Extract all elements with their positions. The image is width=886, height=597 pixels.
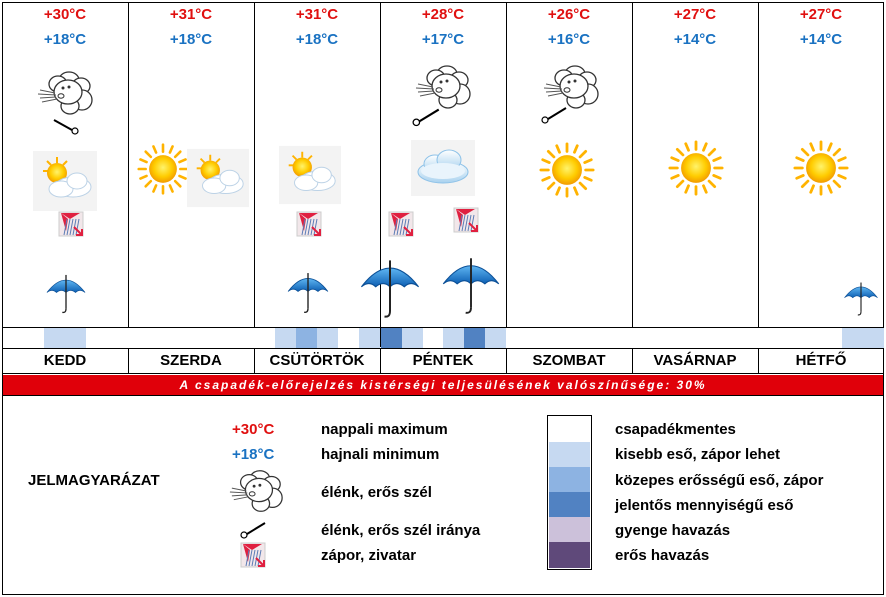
day-label: SZOMBAT <box>532 352 606 369</box>
storm-icon <box>453 207 479 233</box>
precipitation-bar-cell <box>275 328 296 348</box>
max-temp: +27°C <box>673 6 717 23</box>
day-label: VASÁRNAP <box>653 352 737 369</box>
sun-icon <box>668 140 724 196</box>
legend-title: JELMAGYARÁZAT <box>28 472 160 489</box>
min-temp: +14°C <box>799 31 843 48</box>
probability-banner: A csapadék-előrejelzés kistérségi teljesülésének valószínűsége: 30% <box>3 375 883 395</box>
max-temp: +27°C <box>799 6 843 23</box>
precipitation-bar-cell <box>296 328 317 348</box>
legend-wind-label: élénk, erős szél <box>321 484 432 501</box>
scale-swatch <box>549 517 590 542</box>
umbrella-icon <box>44 272 88 316</box>
precipitation-bar-cell <box>842 328 884 348</box>
precipitation-bar-cell <box>443 328 464 348</box>
scale-label: erős havazás <box>615 547 710 564</box>
precipitation-bar-cell <box>317 328 338 348</box>
column-divider <box>254 2 255 327</box>
divider-line <box>2 348 884 349</box>
max-temp: +31°C <box>295 6 339 23</box>
scale-swatch <box>549 542 590 568</box>
storm-icon <box>296 211 322 237</box>
partly-cloudy-icon <box>33 151 97 211</box>
wind-direction-icon <box>540 104 570 126</box>
storm-icon <box>388 211 414 237</box>
max-temp: +30°C <box>43 6 87 23</box>
scale-label: gyenge havazás <box>615 522 731 539</box>
storm-icon <box>58 211 84 237</box>
scale-swatch <box>549 417 590 442</box>
umbrella-icon <box>842 280 880 318</box>
scale-swatch <box>549 442 590 467</box>
legend-min-example: +18°C <box>232 446 275 463</box>
precipitation-bar-cell <box>464 328 485 348</box>
min-temp: +17°C <box>421 31 465 48</box>
wind-cloud-icon <box>228 466 286 516</box>
wind-direction-icon <box>238 520 270 540</box>
day-label: KEDD <box>43 352 87 369</box>
partly-cloudy-icon <box>187 147 249 209</box>
day-label: CSÜTÖRTÖK <box>269 352 365 369</box>
divider-line <box>2 395 884 396</box>
column-divider <box>758 2 759 327</box>
umbrella-icon <box>439 254 503 318</box>
umbrella-icon <box>285 270 331 316</box>
max-temp: +28°C <box>421 6 465 23</box>
legend-wind-dir-label: élénk, erős szél iránya <box>321 522 481 539</box>
max-temp: +31°C <box>169 6 213 23</box>
precipitation-bar-cell <box>381 328 402 348</box>
storm-icon <box>240 542 266 568</box>
legend-max-example: +30°C <box>232 421 275 438</box>
scale-swatch <box>549 492 590 517</box>
scale-label: csapadékmentes <box>615 421 736 438</box>
wind-cloud-icon <box>414 62 474 112</box>
wind-direction-icon <box>411 106 443 128</box>
sun-icon <box>539 142 595 198</box>
min-temp: +14°C <box>673 31 717 48</box>
min-temp: +18°C <box>43 31 87 48</box>
min-temp: +18°C <box>295 31 339 48</box>
sun-icon <box>137 143 189 195</box>
umbrella-icon <box>357 256 423 322</box>
wind-cloud-icon <box>36 68 96 118</box>
wind-direction-icon <box>50 116 80 136</box>
divider-line <box>2 373 884 374</box>
scale-swatch <box>549 467 590 492</box>
legend-storm-label: zápor, zivatar <box>321 547 417 564</box>
precipitation-bar-cell <box>485 328 506 348</box>
column-divider <box>128 2 129 327</box>
cloudy-icon <box>410 140 476 196</box>
partly-cloudy-icon <box>279 144 341 206</box>
min-temp: +18°C <box>169 31 213 48</box>
day-label: SZERDA <box>160 352 222 369</box>
sun-icon <box>793 140 849 196</box>
legend-max-label: nappali maximum <box>321 421 448 438</box>
scale-label: jelentős mennyiségű eső <box>615 497 794 514</box>
day-label: PÉNTEK <box>412 352 474 369</box>
column-divider <box>632 2 633 327</box>
precipitation-bar-cell <box>44 328 86 348</box>
scale-label: kisebb eső, zápor lehet <box>615 446 781 463</box>
legend-min-label: hajnali minimum <box>321 446 440 463</box>
column-divider <box>506 2 507 327</box>
scale-label: közepes erősségű eső, zápor <box>615 472 824 489</box>
precipitation-bar-cell <box>359 328 380 348</box>
max-temp: +26°C <box>547 6 591 23</box>
precipitation-bar-cell <box>402 328 423 348</box>
min-temp: +16°C <box>547 31 591 48</box>
day-label: HÉTFŐ <box>795 352 847 369</box>
